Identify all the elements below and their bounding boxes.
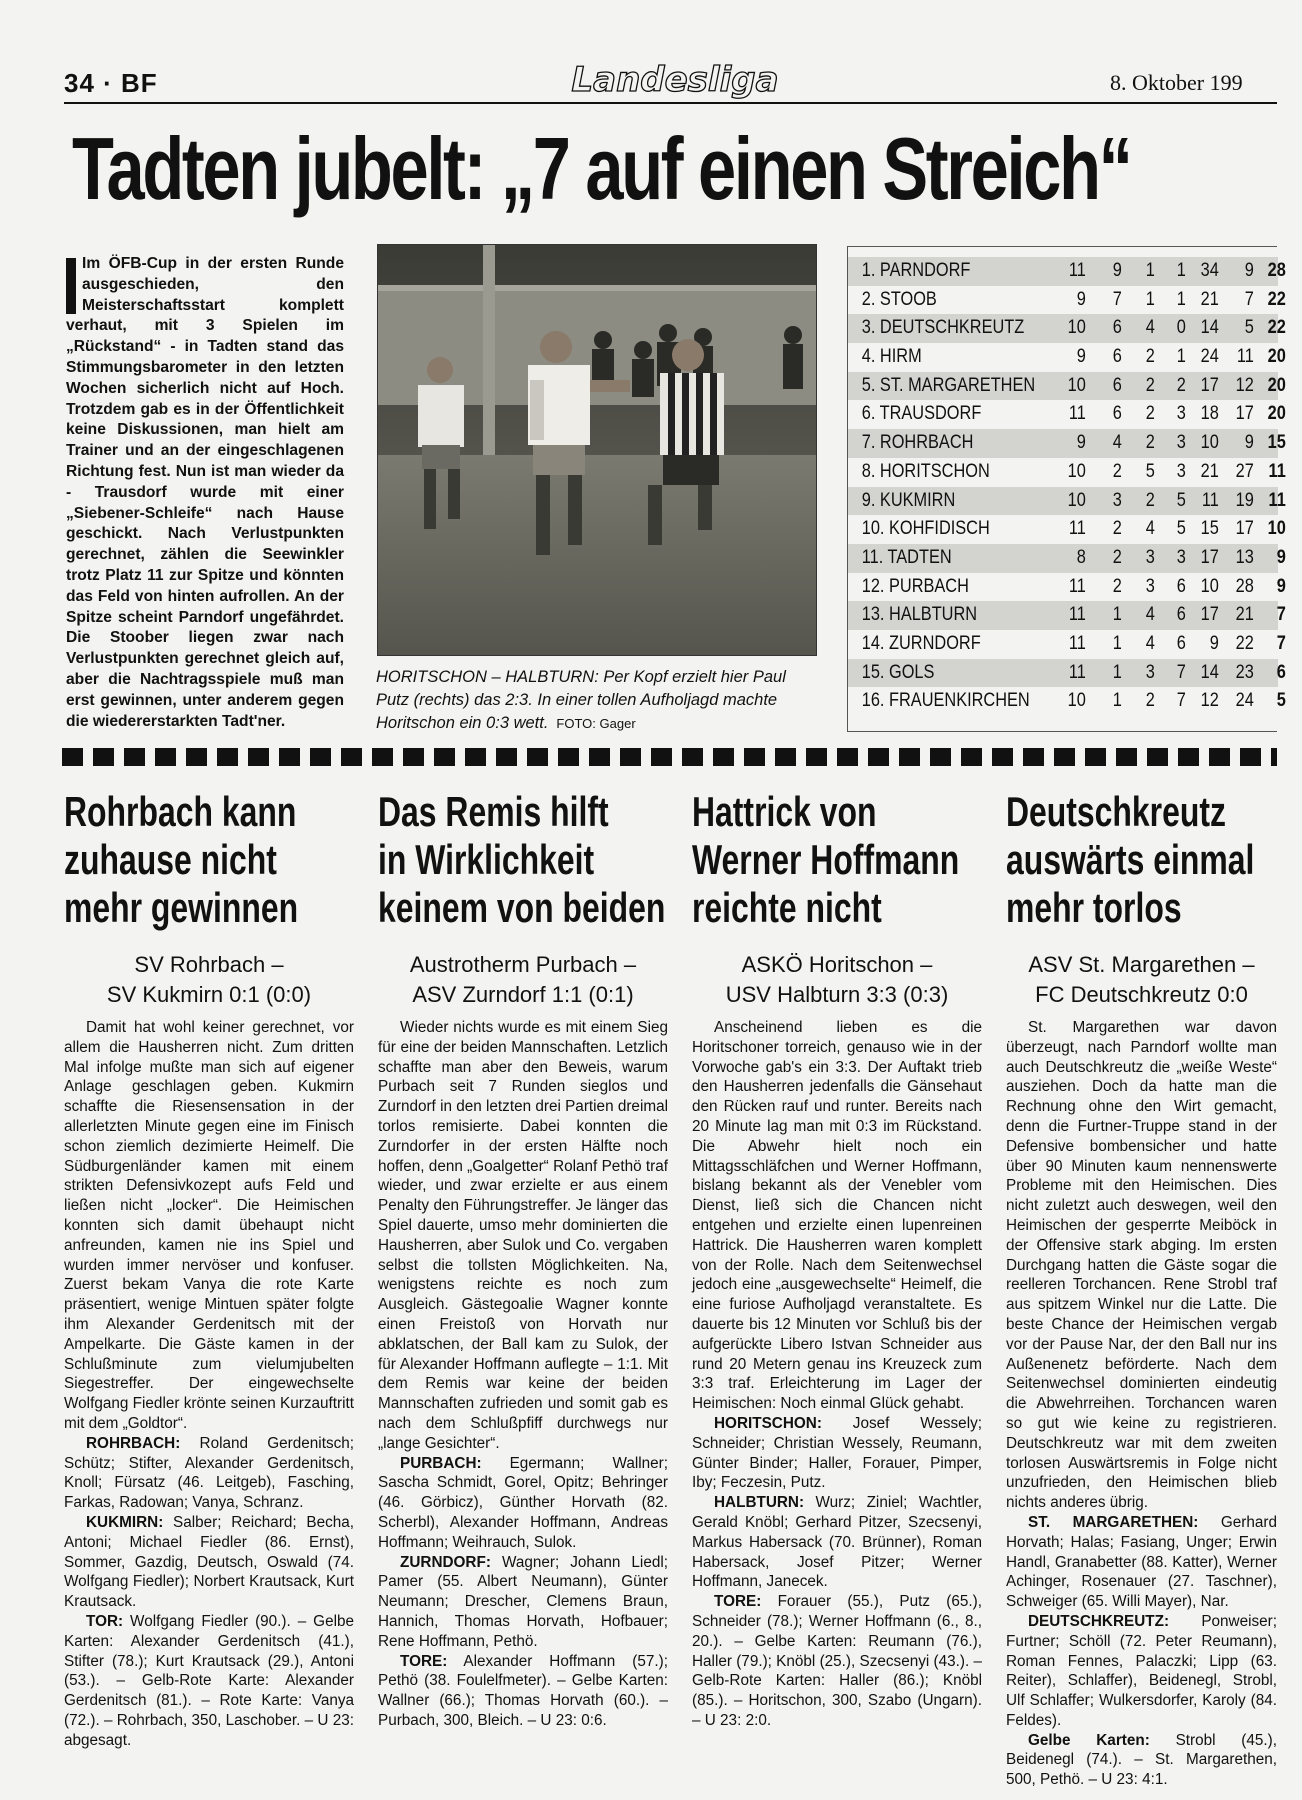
lineup-paragraph (692, 1414, 982, 1493)
stat-p: 8 (1076, 546, 1086, 568)
paragraph-label: ST. MARGARETHEN: (1028, 1513, 1199, 1531)
stat-d: 3 (1145, 575, 1155, 597)
stat-l: 1 (1176, 288, 1186, 310)
article-title (378, 788, 674, 932)
lineup-paragraph (1006, 1731, 1277, 1790)
stat-pts: 6 (1276, 661, 1286, 683)
paragraph-label: DEUTSCHKREUTZ: (1028, 1612, 1170, 1630)
stat-gf: 24 (1200, 346, 1219, 368)
stat-pts: 11 (1268, 460, 1286, 482)
stat-ga: 13 (1235, 546, 1254, 568)
stat-d: 2 (1145, 432, 1155, 454)
stat-w: 6 (1112, 346, 1122, 368)
stat-ga: 9 (1244, 432, 1254, 454)
report-paragraph (378, 1018, 668, 1454)
title-line: Deutschkreutz (1006, 788, 1226, 835)
headline: Tadten jubelt: „7 auf einen Streich“ (72, 119, 1131, 218)
match-line: FC Deutschkreutz 0:0 (1035, 982, 1248, 1007)
stat-l: 7 (1176, 690, 1186, 712)
table-row (848, 257, 1286, 286)
match-line: USV Halbturn 3:3 (0:3) (725, 982, 949, 1007)
stat-p: 11 (1068, 575, 1086, 597)
title-line: Das Remis hilft (378, 788, 609, 835)
lineup-paragraph (64, 1434, 354, 1513)
stat-l: 2 (1176, 374, 1186, 396)
stat-gf: 11 (1201, 489, 1219, 511)
title-line: auswärts einmal (1006, 836, 1255, 883)
lead-article (66, 254, 344, 732)
team-name: 7. ROHRBACH (861, 432, 974, 454)
table-row (848, 487, 1286, 516)
stat-d: 2 (1145, 374, 1155, 396)
table-row (848, 429, 1286, 458)
match-line: Austrotherm Purbach – (409, 952, 637, 977)
table-row (848, 343, 1286, 372)
match-result (1006, 950, 1277, 1010)
header-rule (64, 102, 1277, 104)
stat-l: 6 (1176, 632, 1186, 654)
team-name: 10. KOHFIDISCH (861, 518, 990, 540)
table-row (848, 314, 1286, 343)
stat-d: 2 (1145, 403, 1155, 425)
stat-l: 1 (1176, 346, 1186, 368)
photo-credit: FOTO: Gager (556, 716, 636, 731)
paragraph-text: Salber; Reichard; Becha, Antoni; Michael Fiedler (86. Ernst), Sommer, Gazdig, Deutsch, Oswald (74. Wolfgang Fiedler); Norbert Krautsack, Kurt Krautsack. (64, 1513, 354, 1611)
stat-p: 11 (1068, 632, 1086, 654)
stat-p: 10 (1067, 460, 1086, 482)
table-row (848, 630, 1286, 659)
paragraph-text: Alexander Hoffmann (57.); Pethö (38. Foulelfmeter). – Gelbe Karten: Wallner (66.); Thomas Horvath (60.). – Purbach, 300, Bleich. – U 23: 0:6. (378, 1652, 668, 1729)
match-line: SV Kukmirn 0:1 (0:0) (106, 982, 312, 1007)
paragraph-text: Strobl (45.), Beidenegl (74.). – St. Margarethen, 500, Pethö. – U 23: 4:1. (1006, 1731, 1277, 1789)
paragraph-text: Josef Wessely; Schneider; Christian Wessely, Reumann, Günter Binder; Haller, Forauer, Pimper, Iby; Feczesin, Putz. (692, 1414, 982, 1492)
team-name: 11. TADTEN (861, 546, 952, 568)
stat-pts: 7 (1276, 604, 1286, 626)
stat-gf: 17 (1200, 604, 1219, 626)
paragraph-label: TORE: (714, 1593, 762, 1611)
stat-pts: 15 (1267, 432, 1286, 454)
stat-w: 1 (1112, 661, 1122, 683)
article-body (692, 1018, 982, 1731)
match-line: ASKÖ Horitschon – (741, 952, 933, 977)
title-line: Rohrbach kann (64, 788, 297, 835)
paragraph-label: TORE: (400, 1652, 448, 1670)
stat-ga: 22 (1235, 632, 1254, 654)
stat-p: 10 (1067, 374, 1086, 396)
article-horitschon (692, 788, 982, 1731)
stat-l: 0 (1176, 317, 1186, 339)
stat-d: 4 (1145, 632, 1155, 654)
stat-pts: 20 (1267, 403, 1286, 425)
team-name: 14. ZURNDORF (861, 632, 981, 654)
stat-d: 4 (1145, 317, 1155, 339)
team-name: 13. HALBTURN (861, 604, 978, 626)
title-line: Werner Hoffmann (692, 836, 960, 883)
paragraph-text: Gerhard Horvath; Halas; Fasiang, Unger; Erwin Handl, Granabetter (88. Katter), Werner Achinger, Rosenauer (27. Taschner), Schweiger (65. Willi Mayer), Nar. (1006, 1513, 1277, 1611)
paragraph-text: St. Margarethen war davon überzeugt, nach Parndorf wollte man auch Deutschkreutz die „weiße Weste“ ausziehen. Doch da hatte man die Rechnung ohne den Wirt gemacht, denn die Furtner-Truppe stand in der Defensive bombensicher und hatte über 90 Minuten kaum nennenswerte Probleme mit den Heimischen. Dies nicht zuletzt auch deswegen, weil den Heimischen der gesperrte Meiböck in der Offensive stark abging. Im ersten Durchgang hatten die Gäste sogar die reelleren Torchancen. Rene Strobl traf aus spitzem Winkel nur die Latte. Die beste Chance der Heimischen vergab vor der Pause Nar, der den Ball nur ins Außenenetz beförderte. Nach dem Seitenwechsel dominierten eindeutig die Abwehrreihen. Torchancen waren so gut wie keine zu registrieren. Deutschkreutz war mit dem zweiten torlosen Auswärtsremis in Folge nicht unzufrieden, den Heimischen blieb nichts anderes übrig. (1006, 1019, 1277, 1512)
paragraph-label: ZURNDORF: (400, 1553, 491, 1571)
stat-p: 9 (1076, 288, 1086, 310)
stat-ga: 27 (1235, 460, 1254, 482)
article-title (64, 788, 360, 932)
stat-d: 4 (1145, 604, 1155, 626)
stat-ga: 23 (1235, 661, 1254, 683)
paragraph-text: Wolfgang Fiedler (90.). – Gelbe Karten: Alexander Gerdenitsch (41.), Stifter (78.); Kurt Krautsack (29.), Antoni (53.). – Gelb-Rote Karte: Alexander Gerdenitsch (81.). – Rote Karte: Vanya (72.). – Rohrbach, 350, Laschober. – U 23: abgesagt. (64, 1612, 354, 1749)
match-photo (377, 244, 817, 656)
paragraph-label: KUKMIRN: (86, 1513, 164, 1531)
caption-text: HORITSCHON – HALBTURN: Per Kopf erzielt hier Paul Putz (rechts) das 2:3. In einer tollen Aufholjagd machte Horitschon ein 0:3 wett. (376, 668, 786, 732)
paragraph-label: PURBACH: (400, 1454, 482, 1472)
title-line: mehr gewinnen (64, 884, 299, 931)
title-line: Hattrick von (692, 788, 877, 835)
issue-date: 8. Oktober 199 (1110, 70, 1243, 95)
stat-l: 5 (1176, 489, 1186, 511)
paragraph-label: TOR: (86, 1612, 124, 1630)
paragraph-label: Gelbe Karten: (1028, 1731, 1150, 1749)
stat-p: 11 (1068, 661, 1086, 683)
table-row (848, 286, 1286, 315)
photo-illustration (378, 245, 816, 655)
stat-w: 6 (1112, 374, 1122, 396)
stat-w: 6 (1112, 403, 1122, 425)
article-body (1006, 1018, 1277, 1790)
lineup-paragraph (1006, 1513, 1277, 1612)
stat-pts: 22 (1267, 288, 1286, 310)
stat-gf: 14 (1200, 661, 1219, 683)
paragraph-text: Forauer (55.), Putz (65.), Schneider (78.); Werner Hoffmann (6., 8., 20.). – Gelbe Karten: Reumann (76.), Haller (79.); Knöbl (25.), Szecsenyi (43.). – Gelb-Rote Karten: Haller (86.); Knöbl (85.). – Horitschon, 300, Szabo (Ungarn). – U 23: 2:0. (692, 1593, 982, 1729)
lineup-paragraph (378, 1454, 668, 1553)
stat-ga: 17 (1235, 518, 1254, 540)
team-name: 15. GOLS (861, 661, 935, 683)
team-name: 16. FRAUENKIRCHEN (861, 690, 1030, 712)
stat-d: 1 (1145, 260, 1155, 281)
stat-d: 1 (1145, 288, 1155, 310)
stat-ga: 28 (1235, 575, 1254, 597)
stat-p: 11 (1068, 518, 1086, 540)
table-row (848, 687, 1286, 716)
stat-gf: 10 (1200, 575, 1219, 597)
stat-gf: 15 (1200, 518, 1219, 540)
match-result (692, 950, 982, 1010)
stat-l: 6 (1176, 575, 1186, 597)
title-line: mehr torlos (1006, 884, 1182, 931)
stat-d: 3 (1145, 546, 1155, 568)
stat-pts: 11 (1268, 489, 1286, 511)
stat-pts: 20 (1267, 346, 1286, 368)
stat-d: 5 (1145, 460, 1155, 482)
page-number: 34 · BF (64, 68, 158, 98)
stat-d: 4 (1145, 518, 1155, 540)
team-name: 12. PURBACH (861, 575, 969, 597)
stat-l: 1 (1176, 260, 1186, 281)
paragraph-label: ROHRBACH: (86, 1434, 181, 1452)
stat-p: 11 (1068, 604, 1086, 626)
title-line: in Wirklichkeit (378, 836, 595, 883)
stat-ga: 21 (1235, 604, 1254, 626)
section-title: Landesliga (571, 60, 779, 100)
stat-gf: 17 (1200, 546, 1219, 568)
stat-ga: 12 (1235, 374, 1254, 396)
match-line: SV Rohrbach – (134, 952, 284, 977)
lead-text: Im ÖFB-Cup in der ersten Runde ausgeschieden, den Meisterschaftsstart komplett verhaut, mit 3 Spielen im „Rückstand“ - in Tadten stand das Stimmungsbarometer in den letzten Wochen sicherlich nicht auf Hoch. Trotzdem gab es in der Öffentlichkeit keine Diskussionen, man hielt am Trainer und an der eingeschlagenen Richtung fest. Nun ist man wieder da - Trausdorf wurde mit einer „Siebener-Schleife“ nach Hause geschickt. Nach Verlustpunkten gerechnet, zählen die Seewinkler trotz Platz 11 zur Spitze und könnten das Feld von hinten aufrollen. An der Spitze scheint Parndorf ungefährdet. Die Stoober liegen zwar nach Verlustpunkten gerechnet gleich auf, aber die Nachtragsspiele muß man erst gewinnen, unter anderem gegen die wiedererstarkten Tadt'ner. (66, 255, 344, 730)
stat-w: 1 (1112, 632, 1122, 654)
league-table (847, 246, 1286, 732)
article-rohrbach (64, 788, 354, 1750)
paragraph-text: Damit hat wohl keiner gerechnet, vor allem die Hausherren nicht. Zum dritten Mal infolge mußte man sich auf eigener Anlage geschlagen geben. Kukmirn schaffte die Riesensensation in der allerletzten Minute gegen eine im Finisch schon ziemlich dezimierte Heimelf. Die Südburgenländer kamen mit einem strikten Defensivkozept aufs Feld und ließen nicht „locker“. Die Heimischen konnten sich damit übehaupt nicht anfreunden, kamen nie ins Spiel und wurden immer nervöser und konfuser. Zuerst bekam Vanya die rote Karte präsentiert, wenige Mintuen später folgte ihm Alexander Gerdenitsch mit der Ampelkarte. Die Gäste kamen in der Schlußminute zum vielumjubelten Siegestreffer. Der eingewechselte Wolfgang Fiedler krönte seinen Kurzauftritt mit dem „Goldtor“. (64, 1019, 354, 1432)
team-name: 5. ST. MARGARETHEN (861, 374, 1036, 396)
paragraph-label: HORITSCHON: (714, 1414, 822, 1432)
stat-gf: 10 (1200, 432, 1219, 454)
table-row (848, 601, 1286, 630)
title-line: zuhause nicht (64, 836, 277, 883)
stat-w: 2 (1112, 460, 1122, 482)
stat-d: 2 (1145, 489, 1155, 511)
stat-d: 2 (1145, 346, 1155, 368)
stat-l: 3 (1176, 403, 1186, 425)
stat-l: 3 (1176, 460, 1186, 482)
stat-w: 6 (1112, 317, 1122, 339)
stat-p: 10 (1067, 489, 1086, 511)
article-purbach (378, 788, 668, 1731)
article-body (378, 1018, 668, 1731)
stat-l: 5 (1176, 518, 1186, 540)
lineup-paragraph (64, 1612, 354, 1751)
team-name: 8. HORITSCHON (861, 460, 990, 482)
stat-w: 9 (1112, 260, 1122, 281)
lineup-paragraph (378, 1553, 668, 1652)
paragraph-text: Wieder nichts wurde es mit einem Sieg für eine der beiden Mannschaften. Letzlich schaffte man aber den Beweis, warum Purbach seit 7 Runden sieglos und Zurndorf in den letzten drei Partien dreimal torlos remisierte. Dabei konnten die Zurndorfer in der ersten Hälfte noch hoffen, denn „Goalgetter“ Rolanf Pethö traf wieder, und zwar erzielte er aus einem Penalty den Führungstreffer. Je länger das Spiel dauerte, umso mehr dominierten die Hausherren, aber Sulok und Co. vergaben selbst die tollsten Möglichkeiten. Na, wenigstens reichte es noch zum Ausgleich. Gästegoalie Wagner konnte einen Freistoß von Horvath nur abklatschen, der Ball kam zu Sulok, der für Alexander Hoffmann auflegte – 1:1. Mit dem Remis war keine der beiden Mannschaften zufrieden und somit gab es nach dem Schlußpfiff durchwegs nur „lange Gesichter“. (378, 1019, 668, 1452)
paragraph-text: Anscheinend lieben es die Horitschoner torreich, genauso wie in der Vorwoche gab's ein 3:3. Der Auftakt trieb den Hausherren jedenfalls die Gänsehaut den Rücken rauf und runter. Bereits nach 20 Minute lag man mit 0:3 im Rückstand. Die Abwehr hielt noch ein Mittagsschläfchen und Werner Hoffmann, bislang bekannt als der Venebler vom Dienst, ließ sich die Chancen nicht entgehen und erzielte einen lupenreinen Hattrick. Die Hausherren waren komplett von der Rolle. Nach dem Seitenwechsel jedoch eine „ausgewechselte“ Heimelf, die eine furiose Aufholjagd veranstaltete. Es dauerte bis 12 Minuten vor Schluß bis der aufgerückte Libero Istvan Schneider aus rund 20 Metern genau ins Kreuzeck zum 3:3 traf. Erleichterung im Lager der Heimischen: Noch einmal Glück gehabt. (692, 1019, 982, 1413)
table-row (848, 515, 1286, 544)
stat-p: 11 (1068, 403, 1086, 425)
table-row (848, 458, 1286, 487)
stat-pts: 9 (1276, 575, 1286, 597)
stat-w: 3 (1112, 489, 1122, 511)
stat-p: 10 (1067, 690, 1086, 712)
lineup-paragraph (692, 1493, 982, 1592)
stat-pts: 28 (1267, 260, 1286, 281)
stat-ga: 11 (1236, 346, 1254, 368)
article-title (1006, 788, 1302, 932)
stat-pts: 5 (1276, 690, 1286, 712)
stat-gf: 17 (1200, 374, 1219, 396)
match-result (64, 950, 354, 1010)
match-line: ASV St. Margarethen – (1028, 952, 1255, 977)
stat-gf: 14 (1200, 317, 1219, 339)
stat-d: 3 (1145, 661, 1155, 683)
lineup-paragraph (1006, 1612, 1277, 1731)
article-st-margarethen (1006, 788, 1277, 1790)
table-row (848, 573, 1286, 602)
team-name: 9. KUKMIRN (861, 489, 956, 511)
stat-w: 2 (1112, 546, 1122, 568)
stat-ga: 7 (1244, 288, 1254, 310)
paragraph-text: Wurz; Ziniel; Wachtler, Gerald Knöbl; Gerhard Pitzer, Szecsenyi, Markus Habersack (70. Brünner), Roman Habersack, Josef Pitzer; Werner Hoffmann, Janecek. (692, 1494, 982, 1591)
article-title (692, 788, 988, 932)
lineup-paragraph (64, 1513, 354, 1612)
team-name: 2. STOOB (861, 288, 937, 310)
drop-cap-bar (66, 258, 76, 314)
paragraph-text: Roland Gerdenitsch; Schütz; Stifter, Alexander Gerdenitsch, Knoll; Fürsatz (46. Leitgeb), Fasching, Farkas, Radowan; Vanya, Schranz. (64, 1434, 354, 1512)
article-body (64, 1018, 354, 1750)
lineup-paragraph (692, 1592, 982, 1731)
match-result (378, 950, 668, 1010)
stat-pts: 9 (1276, 546, 1286, 568)
section-divider (62, 748, 1277, 766)
stat-gf: 34 (1200, 260, 1219, 281)
team-name: 3. DEUTSCHKREUTZ (861, 317, 1025, 339)
stat-ga: 19 (1235, 489, 1254, 511)
stat-w: 7 (1112, 288, 1122, 310)
stat-w: 2 (1112, 575, 1122, 597)
table-row (848, 659, 1286, 688)
table-row (848, 544, 1286, 573)
stat-gf: 21 (1200, 288, 1219, 310)
stat-l: 3 (1176, 432, 1186, 454)
report-paragraph (64, 1018, 354, 1434)
stat-ga: 17 (1235, 403, 1254, 425)
photo-caption (376, 666, 816, 735)
title-line: keinem von beiden (378, 884, 666, 931)
stat-pts: 20 (1267, 374, 1286, 396)
team-name: 4. HIRM (861, 346, 922, 368)
team-name: 6. TRAUSDORF (861, 403, 982, 425)
report-paragraph (1006, 1018, 1277, 1513)
table-row (848, 400, 1286, 429)
stat-pts: 10 (1267, 518, 1286, 540)
report-paragraph (692, 1018, 982, 1414)
stat-gf: 9 (1209, 632, 1219, 654)
paragraph-text: Wagner; Johann Liedl; Pamer (55. Albert Neumann), Günter Neumann; Drescher, Clemens Braun, Hannich, Thomas Horvath, Hofbauer; Rene Hoffmann, Pethö. (378, 1553, 668, 1650)
paragraph-label: HALBTURN: (714, 1494, 805, 1512)
stat-w: 1 (1112, 690, 1122, 712)
stat-gf: 21 (1200, 460, 1219, 482)
stat-p: 10 (1067, 317, 1086, 339)
stat-ga: 9 (1244, 260, 1254, 281)
stat-ga: 5 (1244, 317, 1254, 339)
team-name: 1. PARNDORF (861, 260, 971, 281)
stat-pts: 22 (1267, 317, 1286, 339)
paragraph-text: Egermann; Wallner; Sascha Schmidt, Gorel, Opitz; Behringer (46. Görbicz), Günther Horvath (82. Scherbl), Alexander Hoffmann, Andreas Hoffmann; Weihrauch, Sulok. (378, 1454, 668, 1551)
stat-gf: 12 (1200, 690, 1219, 712)
title-line: reichte nicht (692, 884, 882, 931)
stat-l: 6 (1176, 604, 1186, 626)
table-row (848, 372, 1286, 401)
stat-l: 3 (1176, 546, 1186, 568)
stat-l: 7 (1176, 661, 1186, 683)
stat-p: 9 (1076, 346, 1086, 368)
match-line: ASV Zurndorf 1:1 (0:1) (412, 982, 634, 1007)
lineup-paragraph (378, 1652, 668, 1731)
stat-w: 4 (1112, 432, 1122, 454)
stat-w: 1 (1112, 604, 1122, 626)
stat-p: 11 (1068, 260, 1086, 281)
stat-d: 2 (1145, 690, 1155, 712)
paragraph-text: Ponweiser; Furtner; Schöll (72. Peter Reumann), Roman Fennes, Palaczki; Lipp (63. Reiter), Schlaffer), Beidenegl, Strobl, Ulf Schlaffer; Wulkersdorfer, Karoly (84. Feldes). (1006, 1612, 1277, 1729)
stat-w: 2 (1112, 518, 1122, 540)
stat-p: 9 (1076, 432, 1086, 454)
stat-pts: 7 (1276, 632, 1286, 654)
stat-ga: 24 (1235, 690, 1254, 712)
stat-gf: 18 (1200, 403, 1219, 425)
